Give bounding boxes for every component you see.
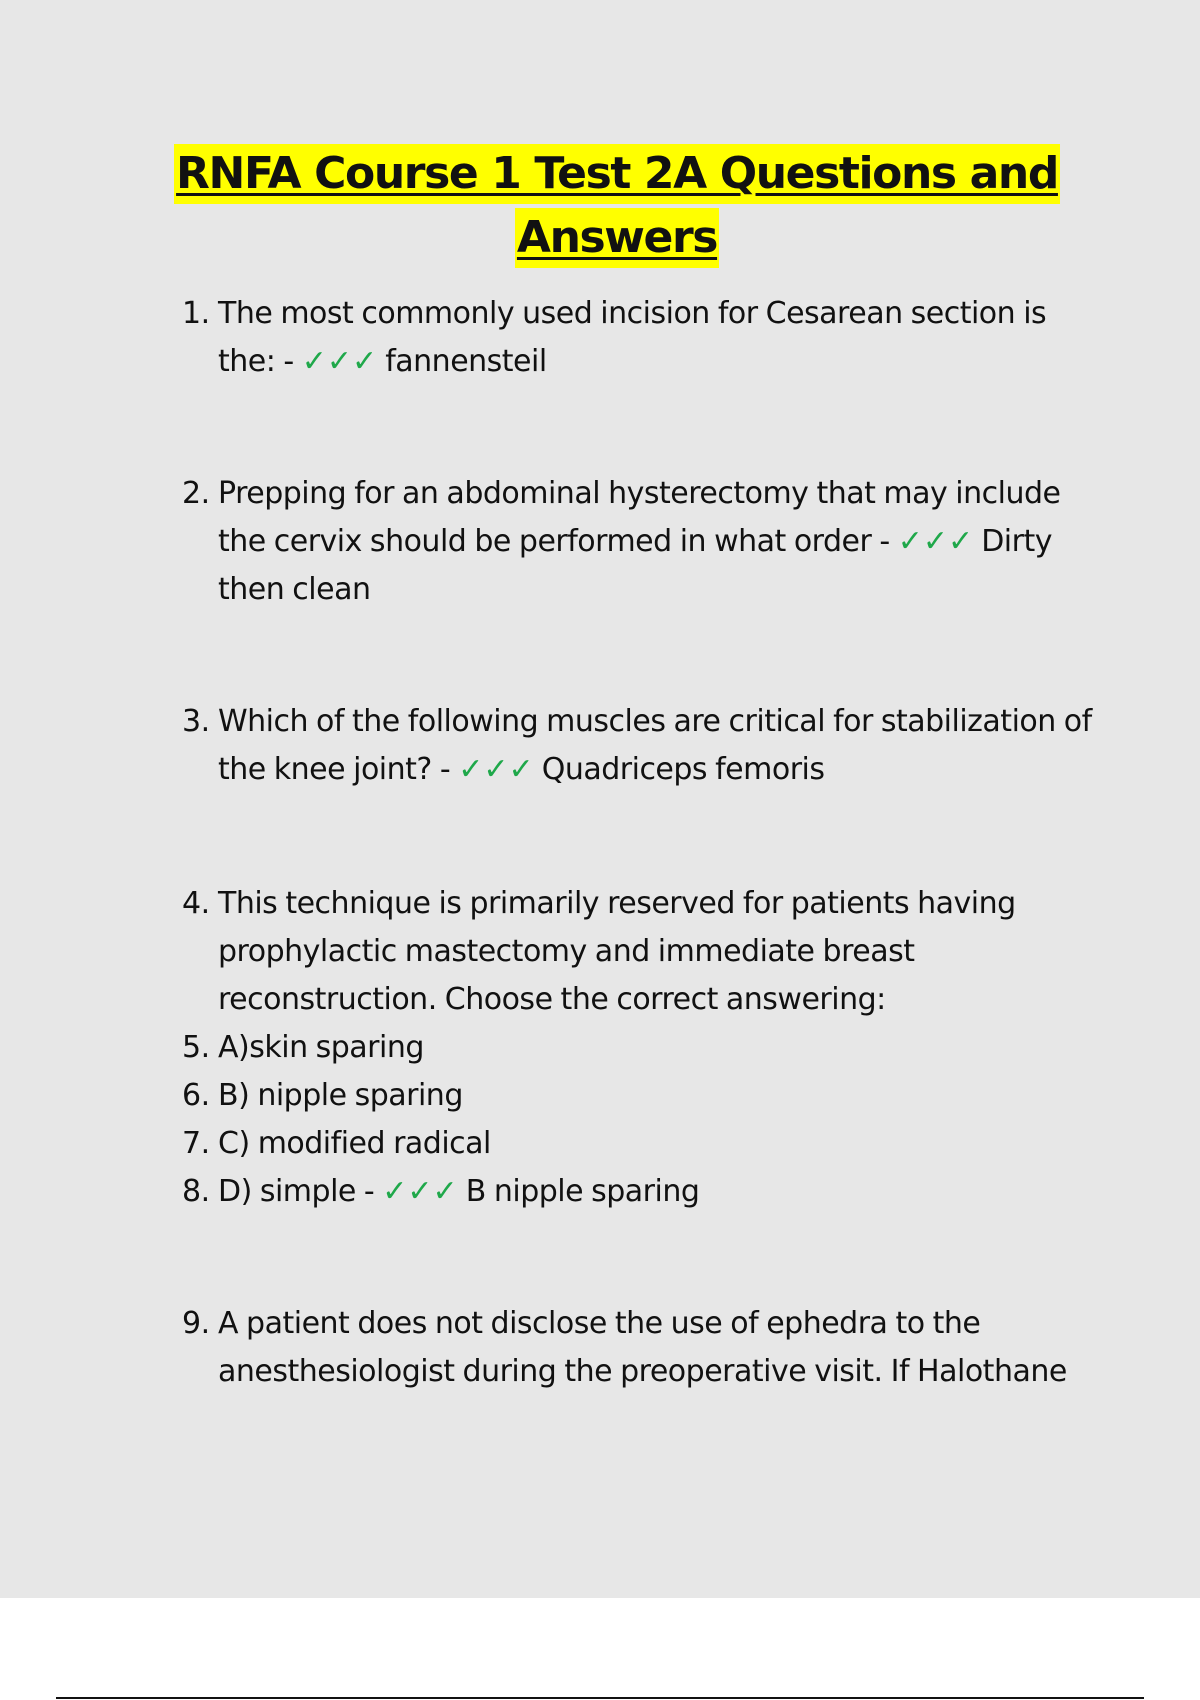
- question-3: [0, 698, 1200, 794]
- answer-text: Dirty then clean: [218, 524, 1052, 607]
- answer-text: B nipple sparing: [465, 1174, 700, 1209]
- item-text: This technique is primarily reserved for patients having prophylactic mastectomy and immediate breast reconstruction. Choose the correct answering:: [218, 886, 1016, 1017]
- list-item: [0, 1072, 1200, 1120]
- title-line-2: Answers: [515, 208, 719, 268]
- title-line-1: RNFA Course 1 Test 2A Questions and: [174, 144, 1060, 204]
- question-4: [0, 880, 1200, 1216]
- item-number: 7.: [182, 1126, 210, 1161]
- item-number: 4.: [182, 886, 210, 921]
- list-item: [0, 1168, 1200, 1216]
- option-text: B) nipple sparing: [218, 1078, 463, 1113]
- question-9: [0, 1300, 1200, 1396]
- option-text: D) simple -: [218, 1174, 375, 1209]
- question-1: [0, 290, 1200, 386]
- item-text: A patient does not disclose the use of ephedra to the anesthesiologist during the preoperative visit. If Halothane: [218, 1306, 1067, 1389]
- checkmark-icon: ✓✓✓: [458, 752, 534, 787]
- answer-text: fannensteil: [385, 344, 547, 379]
- item-text: [218, 470, 1098, 614]
- question-text: The most commonly used incision for Cesarean section is the: -: [218, 296, 1047, 379]
- list-item: [0, 1300, 1200, 1396]
- item-number: 1.: [182, 296, 210, 331]
- bottom-divider: [56, 1697, 1144, 1699]
- item-number: 5.: [182, 1030, 210, 1065]
- question-text: Which of the following muscles are critical for stabilization of the knee joint? -: [218, 704, 1092, 787]
- list-item: [0, 470, 1200, 614]
- option-text: A)skin sparing: [218, 1030, 424, 1065]
- answer-text: Quadriceps femoris: [541, 752, 825, 787]
- question-2: [0, 470, 1200, 614]
- item-number: 6.: [182, 1078, 210, 1113]
- checkmark-icon: ✓✓✓: [897, 524, 974, 559]
- list-item: [0, 698, 1200, 794]
- item-text: [218, 290, 1098, 386]
- checkmark-icon: ✓✓✓: [301, 344, 378, 379]
- checkmark-icon: ✓✓✓: [382, 1174, 458, 1209]
- list-item: [0, 1024, 1200, 1072]
- list-item: [0, 290, 1200, 386]
- document-title: [0, 144, 1200, 268]
- list-item: [0, 1120, 1200, 1168]
- option-text: C) modified radical: [218, 1126, 491, 1161]
- list-item: [0, 880, 1200, 1024]
- question-text: Prepping for an abdominal hysterectomy that may include the cervix should be performed in what order -: [218, 476, 1061, 559]
- item-number: 9.: [182, 1306, 210, 1341]
- item-text: [218, 698, 1098, 794]
- item-text: [218, 1168, 1098, 1216]
- item-number: 8.: [182, 1174, 210, 1209]
- item-number: 2.: [182, 476, 210, 511]
- item-number: 3.: [182, 704, 210, 739]
